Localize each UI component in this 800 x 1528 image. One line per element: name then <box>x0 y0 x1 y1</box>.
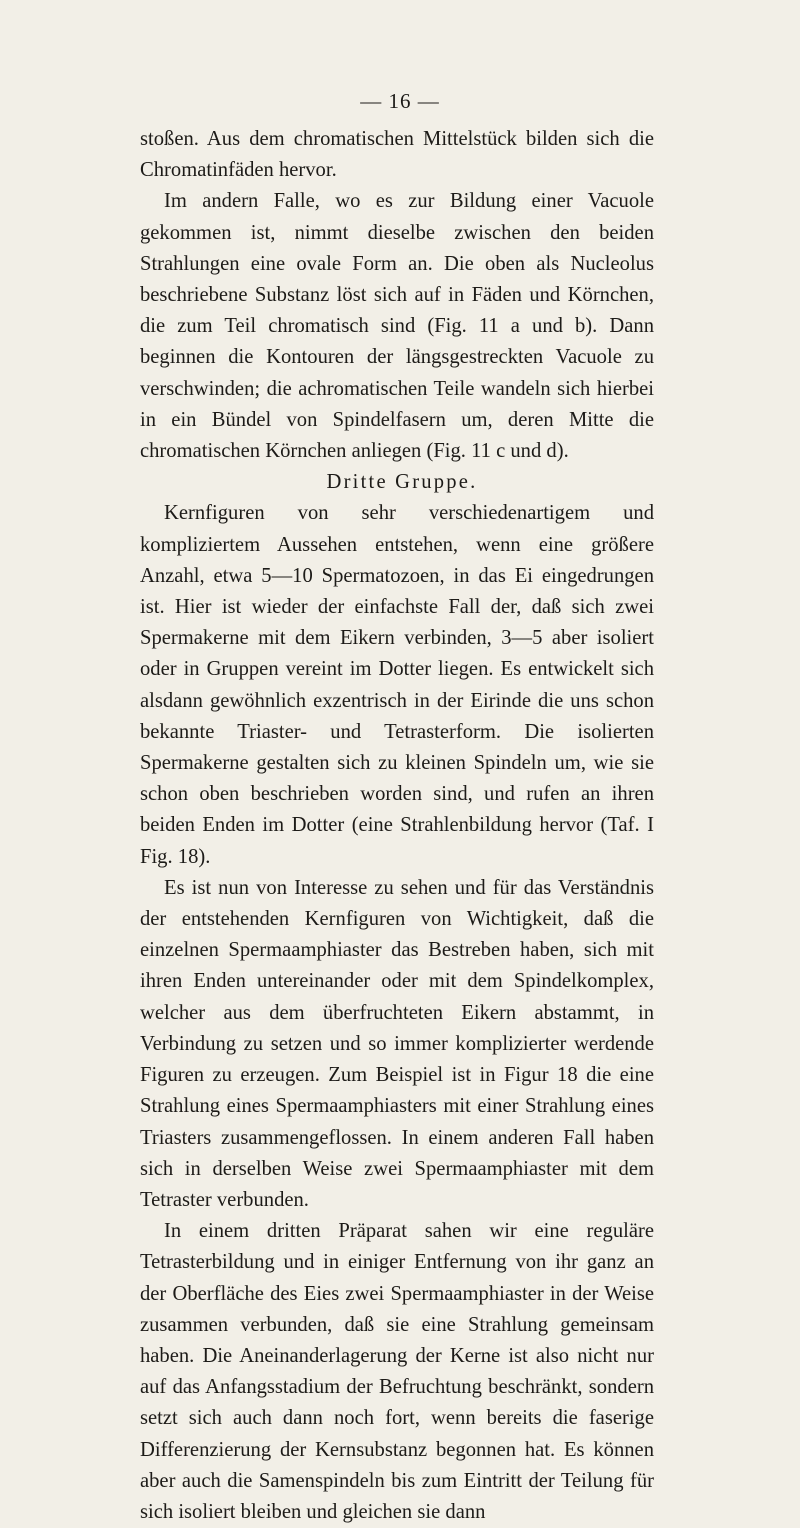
page-number: — 16 — <box>360 89 440 113</box>
paragraph-tetraster: In einem dritten Präparat sahen wir eine reguläre Tetrasterbildung und in einiger Entfernung von ihr ganz an der Oberfläche des Eies zwei Spermaamphiaster in der Weise zusammen verbunden, daß sie eine Strahlung gemeinsam haben. Die Aneinanderlagerung der Kerne ist also nicht nur auf das Anfangsstadium der Befruchtung beschränkt, sondern setzt sich auch dann noch fort, wenn bereits die faserige Differenzierung der Kernsubstanz begonnen hat. Es können aber auch die Samenspindeln bis zum Eintritt der Teilung für sich isoliert bleiben und gleichen sie dann <box>140 1220 654 1523</box>
paragraph-spermaamphiaster: Es ist nun von Interesse zu sehen und für das Verständnis der entstehenden Kernfiguren von Wichtigkeit, daß die einzelnen Spermaamphiaster das Bestreben haben, sich mit ihren Enden untereinander oder mit dem Spindelkomplex, welcher aus dem überfruchteten Eikern abstammt, in Verbindung zu setzen und so immer komplizierter werdende Figuren zu erzeugen. Zum Beispiel ist in Figur 18 die eine Strahlung eines Spermaamphiasters mit einer Strahlung eines Triasters zusammengeflossen. In einem anderen Fall haben sich in derselben Weise zwei Spermaamphiaster mit dem Tetraster verbunden. <box>140 876 654 1211</box>
paragraph-vacuole: Im andern Falle, wo es zur Bildung einer Vacuole gekommen ist, nimmt dieselbe zwischen den beiden Strahlungen eine ovale Form an. Die oben als Nucleolus beschriebene Substanz löst sich auf in Fäden und Körnchen, die zum Teil chromatisch sind (Fig. 11 a und b). Dann beginnen die Kontouren der längsgestreckten Vacuole zu verschwinden; die achromatischen Teile wandeln sich hierbei in ein Bündel von Spindelfasern um, deren Mitte die chromatischen Körnchen anliegen (Fig. 11 c und d). <box>140 190 654 463</box>
section-heading: Dritte Gruppe. <box>326 471 478 494</box>
paragraph-continuation: stoßen. Aus dem chromatischen Mittelstück bilden sich die Chromatinfäden hervor. <box>140 128 654 182</box>
body-text <box>140 124 654 1528</box>
paragraph-kernfiguren: Kernfiguren von sehr verschiedenartigem und kompliziertem Aussehen entstehen, wenn eine größere Anzahl, etwa 5—10 Spermatozoen, in das Ei eingedrungen ist. Hier ist wieder der einfachste Fall der, daß sich zwei Spermakerne mit dem Eikern verbinden, 3—5 aber isoliert oder in Gruppen vereint im Dotter liegen. Es entwickelt sich alsdann gewöhnlich exzentrisch in der Eirinde die uns schon bekannte Triaster- und Tetrasterform. Die isolierten Spermakerne gestalten sich zu kleinen Spindeln um, wie sie schon oben beschrieben worden sind, und rufen an ihren beiden Enden im Dotter (eine Strahlenbildung hervor (Taf. I Fig. 18). <box>140 502 654 868</box>
